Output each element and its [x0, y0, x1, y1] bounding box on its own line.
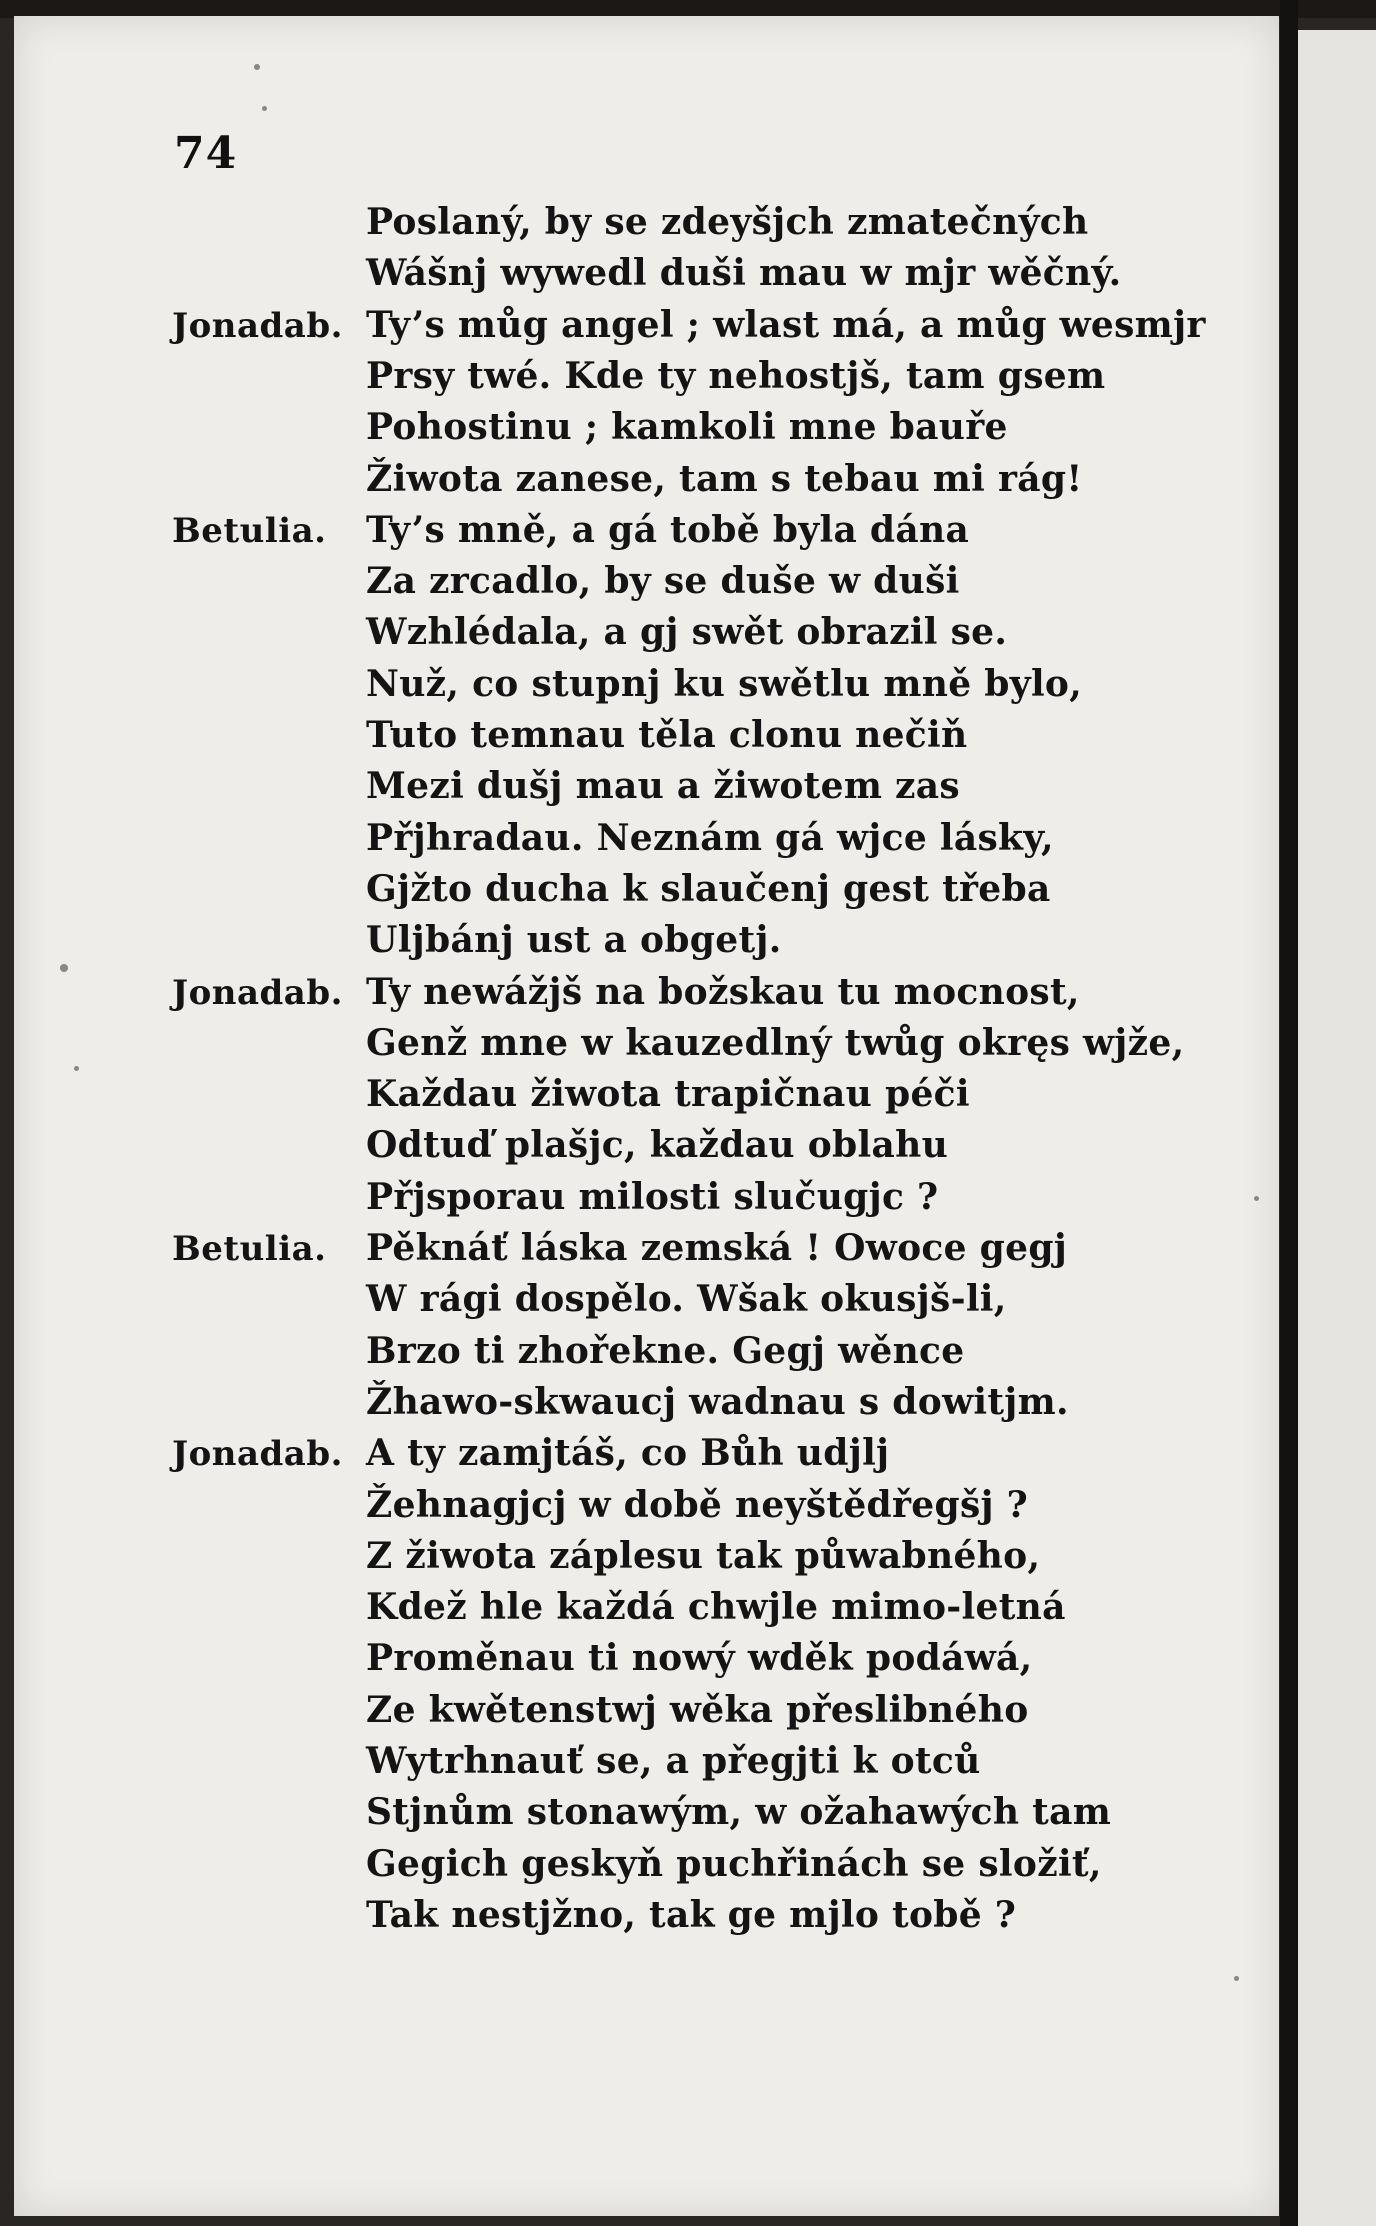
verse-text: Genž mne w kauzedlný twůg okręs wjže,: [366, 1022, 1185, 1064]
verse-text: Brzo ti zhořekne. Gegj wěnce: [366, 1330, 965, 1372]
verse-text: Přjsporau milosti slučugjc ?: [366, 1176, 939, 1218]
verse-text: Tuto temnau těla clonu nečiň: [366, 714, 968, 756]
verse-text: Kdež hle každá chwjle mimo-letná: [366, 1586, 1066, 1628]
verse-text: Gjžto ducha k slaučenj gest třeba: [366, 868, 1051, 910]
speaker-name: Jonadab.: [172, 306, 343, 346]
page-number: 74: [174, 128, 238, 179]
verse-text: Wášnj wywedl duši mau w mjr wěčný.: [366, 252, 1122, 294]
verse-text: Nuž, co stupnj ku swětlu mně bylo,: [366, 663, 1083, 705]
verse-text: W rági dospělo. Wšak okusjš-li,: [366, 1278, 1007, 1320]
verse-text: Prsy twé. Kde ty nehostjš, tam gsem: [366, 355, 1106, 397]
verse-text: Proměnau ti nowý wděk podáwá,: [366, 1637, 1033, 1679]
verse-text: Poslaný, by se zdeyšjch zmatečných: [366, 201, 1089, 243]
verse-text: Odtuď plašjc, každau oblahu: [366, 1124, 949, 1166]
verse-text: Uljbánj ust a obgetj.: [366, 919, 782, 961]
verse-text: Wzhlédala, a gj swět obrazil se.: [366, 611, 1008, 653]
book-spine: [1280, 0, 1298, 2226]
verse-text: Stjnům stonawým, w ožahawých tam: [366, 1791, 1112, 1833]
verse-text: Mezi dušj mau a žiwotem zas: [366, 765, 960, 807]
speaker-name: Betulia.: [172, 1229, 327, 1269]
verse-text: Z žiwota záplesu tak půwabného,: [366, 1535, 1041, 1577]
verse-text: Žhawo-skwaucj wadnau s dowitjm.: [366, 1381, 1069, 1423]
verse-text: Žiwota zanese, tam s tebau mi rág!: [366, 458, 1083, 500]
verse-text: A ty zamjtáš, co Bůh udjlj: [366, 1432, 890, 1474]
verse-text: Ty newážjš na božskau tu mocnost,: [366, 971, 1080, 1013]
verse-text: Ty’s mně, a gá tobě byla dána: [366, 509, 970, 551]
adjacent-page-edge: [1298, 30, 1376, 2226]
paper-speck: [1234, 1976, 1239, 1981]
paper-speck: [1254, 1196, 1259, 1201]
verse-text: Ze kwětenstwj wěka přeslibného: [366, 1689, 1029, 1731]
verse-text: Pěknáť láska zemská ! Owoce gegj: [366, 1227, 1068, 1269]
verse-text: Za zrcadlo, by se duše w duši: [366, 560, 960, 602]
verse-text: Gegich geskyň puchřinách se složiť,: [366, 1843, 1102, 1885]
book-page: [14, 16, 1279, 2216]
paper-speck: [254, 64, 260, 70]
verse-text: Tak nestjžno, tak ge mjlo tobě ?: [366, 1894, 1017, 1936]
speaker-name: Jonadab.: [172, 973, 343, 1013]
speaker-name: Jonadab.: [172, 1434, 343, 1474]
paper-speck: [262, 106, 267, 111]
verse-text: Ty’s můg angel ; wlast má, a můg wesmjr: [366, 304, 1206, 346]
speaker-name: Betulia.: [172, 511, 327, 551]
verse-text: Přjhradau. Neznám gá wjce lásky,: [366, 817, 1054, 859]
paper-speck: [60, 964, 68, 972]
paper-speck: [74, 1066, 79, 1071]
verse-text: Žehnagjcj w době neyštědřegšj ?: [366, 1484, 1029, 1526]
verse-text: Každau žiwota trapičnau péči: [366, 1073, 970, 1115]
verse-text: Wytrhnauť se, a přegjti k otců: [366, 1740, 981, 1782]
verse-text: Pohostinu ; kamkoli mne bauře: [366, 406, 1008, 448]
